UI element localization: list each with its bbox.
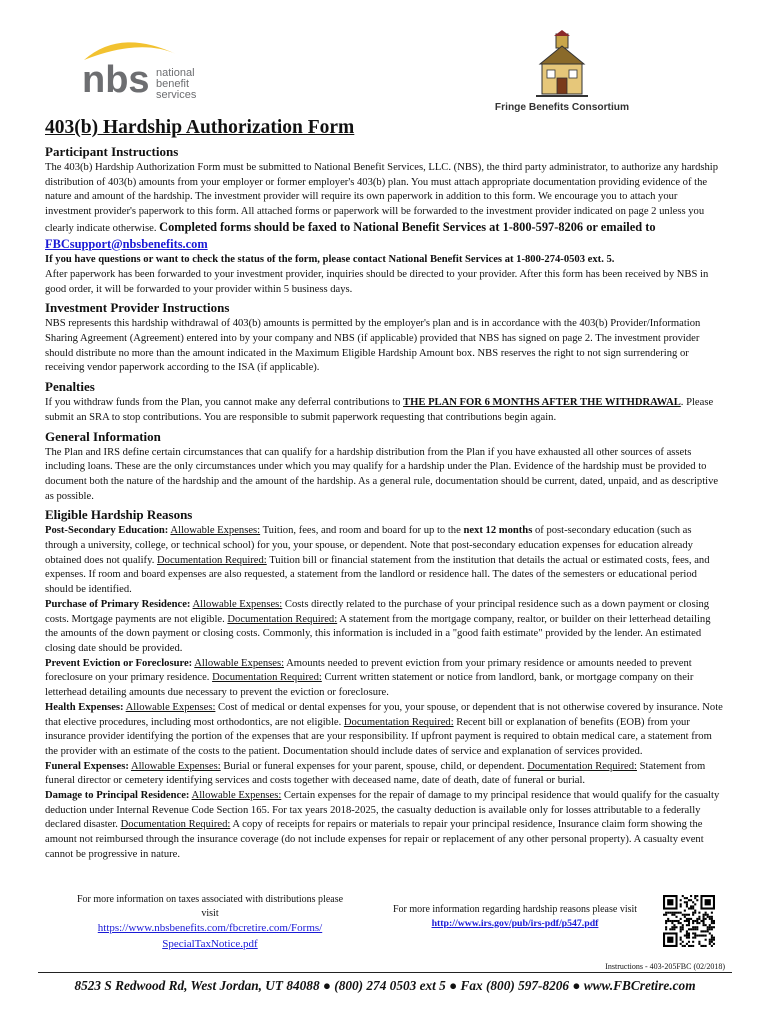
reason-label: Health Expenses: [45,701,124,713]
reason-expenses: Costs directly related to the purchase of your principal residence such as a down payment or closing costs. Mortgage payments are not eligible. [45,598,710,625]
hardship-reason [45,701,725,760]
documentation-required-label: Documentation Required: [527,760,637,772]
allowable-expenses-label: Allowable Expenses: [191,790,282,802]
reason-expenses: Burial or funeral expenses for your parent, spouse, child, or dependent. [220,760,528,772]
irs-pub-link[interactable]: http://www.irs.gov/pub/irs-pdf/p547.pdf [431,917,599,929]
allowable-expenses-label: Allowable Expenses: [130,760,221,772]
reason-expenses-emphasis: next 12 months [463,525,533,537]
eligible-heading: Eligible Hardship Reasons [45,507,193,523]
support-email-link[interactable]: FBCsupport@nbsbenefits.com [45,236,208,251]
documentation-required-label: Documentation Required: [212,672,322,684]
hardship-info-box [390,903,640,930]
status-line: If you have questions or want to check the status of the form, please contact National Benefit Services at 1-800-274-0503 ext. 5. [45,254,615,266]
hardship-reason [45,524,725,598]
reason-documentation: Current written statement or notice from landlord, bank, or mortgage company on their letterhead detailing amounts due necessary to prevent the eviction or foreclosure. [45,672,694,699]
documentation-required-label: Documentation Required: [157,554,267,566]
reason-label: Funeral Expenses: [45,760,129,772]
reason-documentation: Statement from funeral director or cemetery identifying services and costs together with deceased name, date of death, date of funeral or burial. [45,760,706,787]
hardship-reason [45,598,725,657]
participant-heading: Participant Instructions [45,144,179,159]
reason-label: Damage to Principal Residence: [45,790,190,802]
reason-label: Post-Secondary Education: [45,525,169,537]
hardship-info-text: For more information regarding hardship reasons please visit [392,904,638,915]
nbs-logo [80,34,220,104]
allowable-expenses-label: Allowable Expenses: [125,701,216,713]
reason-label: Prevent Eviction or Foreclosure: [45,657,193,669]
hardship-reason [45,789,725,863]
after-paperwork-paragraph: After paperwork has been forwarded to your investment provider, inquiries should be directed to your provider. After this form has been received by NBS in good order, it will be forwarded to your provider within 5 business days. [45,268,709,295]
schoolhouse-icon [536,30,588,96]
allowable-expenses-label: Allowable Expenses: [170,525,261,537]
tax-info-text: For more information on taxes associated with distributions please visit [76,894,344,919]
reason-expenses: Certain expenses for the repair of damage to my principal residence that would qualify for the casualty deduction under Internal Revenue Code Section 165. For tax years 2018-2025, the casualty deduction is available only for losses attributable to a federally declared disaster. [45,790,720,831]
fax-instruction: Completed forms should be faxed to National Benefit Services at 1-800-597-8206 or emailed to [159,219,656,234]
participant-paragraph: The 403(b) Hardship Authorization Form must be submitted to National Benefit Services, LLC. (NBS), the third party administrator, to authorize any hardship distribution of 403(b) amounts from your employer or former employer's 403(b) plan. You must attach appropriate documentation providing evidence of the nature and amount of the hardship. The investment provider will require its own paperwork in addition to this form. We encourage you to attach your investment provider's paperwork to this form. All attached forms or paperwork will be forwarded to the investment provider indicated on page 2 unless you clearly indicate otherwise. Completed forms should be faxed to National Benefit Services at 1-800-597-8206 or emailed to FBCsupport@nbsbenefits.com [45,162,719,251]
form-title: 403(b) Hardship Authorization Form [45,117,355,138]
allowable-expenses-label: Allowable Expenses: [192,598,283,610]
documentation-required-label: Documentation Required: [343,716,454,728]
general-heading: General Information [45,428,161,444]
footer-info [45,893,725,963]
instructions-code: Instructions - 403-205FBC (02/2018) [605,962,725,971]
svg-text:nbs: nbs [82,59,150,101]
reason-documentation: Tuition bill or financial statement from the institution that details the actual or estimated costs, fees, and expenses. If room and board expenses are also requested, a statement from the landlord or residence hall. The dates of the semesters or educational period should be identified. [45,554,710,596]
general-paragraph: The Plan and IRS define certain circumstances that can qualify for a hardship distribution from the Plan if you have exhausted all other sources of assets including loans. These are the only circumstances under which you may qualify for a hardship under the Plan. Evidence of the hardship must be provided to document both the nature of the hardship and the amount of the hardship. As a general rule, documentation should be current, dated, unpaid, and as descriptive as possible. [45,446,719,502]
hardship-reason [45,760,725,789]
documentation-required-label: Documentation Required: [120,819,231,831]
hardship-reasons-list [45,524,725,862]
svg-text:services: services [156,89,197,101]
documentation-required-label: Documentation Required: [227,613,338,625]
reason-expenses: Amounts needed to prevent eviction from your primary residence or amounts needed to prevent foreclosure on your primary residence. [45,657,692,684]
investment-heading: Investment Provider Instructions [45,300,230,316]
tax-notice-link-line1[interactable]: https://www.nbsbenefits.com/fbcretire.com/Forms/ [97,922,323,934]
svg-text:benefit: benefit [156,78,190,90]
fbc-logo [488,30,636,114]
footer-address: 8523 S Redwood Rd, West Jordan, UT 84088 ● (800) 274 0503 ext 5 ● Fax (800) 597-8206 ● www.FBCretire.com [74,978,696,993]
svg-text:Fringe Benefits Consortium: Fringe Benefits Consortium [494,102,630,113]
svg-text:national: national [156,67,195,79]
reason-expenses: Cost of medical or dental expenses for you, your spouse, or dependent that is not otherwise covered by insurance. Note that elective procedures, including most orthodontics, are not eligible. [45,701,723,728]
penalties-paragraph: If you withdraw funds from the Plan, you cannot make any deferral contributions to THE PLAN FOR 6 MONTHS AFTER THE WITHDRAWAL. Please submit an SRA to stop contributions. You are responsible to submit paperwork requesting that contributions begin again. [45,397,714,423]
tax-info-box [75,893,345,952]
penalties-heading: Penalties [45,379,95,395]
reason-documentation: A copy of receipts for repairs or materials to repair your principal residence, Insurance claim form showing the amount not reimbursed through the insurance coverage (do not include expenses for repair or replacement of any other personal property). A casualty event cannot be progressive in nature. [45,819,704,860]
penalty-emphasis: THE PLAN FOR 6 MONTHS AFTER THE WITHDRAWAL [403,397,681,409]
hardship-reason [45,657,725,701]
reason-label: Purchase of Primary Residence: [45,598,191,610]
reason-expenses-cont: of post-secondary education (such as through a university, college, or technical school) for you, your spouse, or dependent. Note that post-secondary education expenses for education already obtained does not qualify. [45,525,693,566]
instructions-body [45,143,725,863]
footer-divider [38,972,732,973]
reason-expenses: Tuition, fees, and room and board for up to the [260,525,464,537]
qr-code-icon[interactable] [663,895,715,947]
tax-notice-link-line2[interactable]: SpecialTaxNotice.pdf [162,938,258,950]
reason-documentation: A statement from the mortgage company, realtor, or builder on their letterhead detailing the amounts of the down payment or closing costs. Commonly, this information is included in a "good faith estimate" provided by the lender. An estimated closing date should be provided. [45,613,711,654]
allowable-expenses-label: Allowable Expenses: [194,657,285,669]
investment-paragraph: NBS represents this hardship withdrawal of 403(b) amounts is permitted by the employer's plan and is in accordance with the 403(b) Provider/Information Sharing Agreement (Agreement) entered into by your company and NBS (if applicable) provided that NBS has signed on page 2. The investment provider should distribute no more than the amount indicated in the Maximum Eligible Hardship Amount box. NBS reserves the right to not sign surrendering or receiving vendor paperwork according to the ISA (if applicable). [45,318,701,374]
reason-documentation: Recent bill or explanation of benefits (EOB) from your insurance provider identifying the portion of the expenses that are your responsibility. If upfront payment is required to obtain medical care, a statement from the provider with an estimate of the costs to the patient. Documentation should include dates of service and explanation of services provided. [45,716,712,757]
